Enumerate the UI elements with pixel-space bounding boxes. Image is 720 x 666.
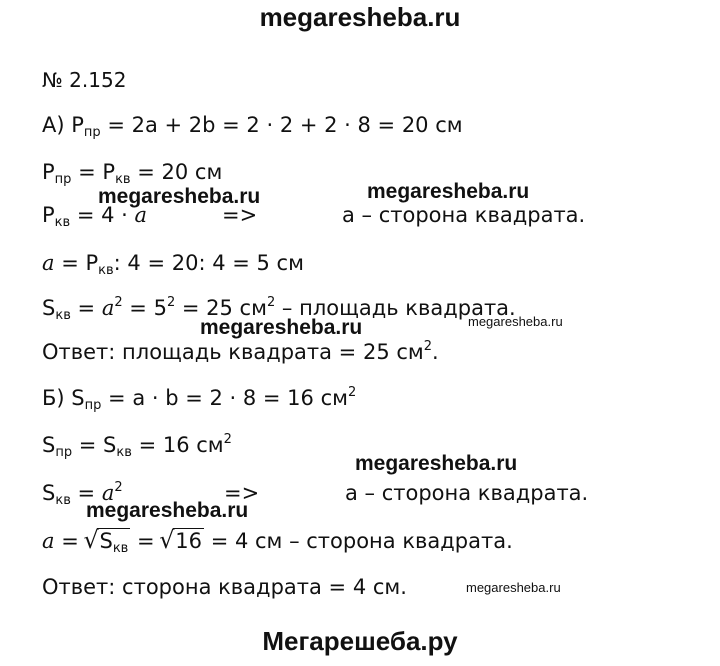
watermark: megaresheba.ru [86, 499, 249, 522]
sqrt-sign: √ 16 [161, 529, 204, 553]
line-a2: $P_{пр} = P_{кв} = 20$ см [42, 160, 223, 187]
watermark: megaresheba.ru [355, 452, 518, 475]
watermark-small: megaresheba.ru [466, 580, 561, 595]
line-a5: $S_{кв} = a^2 = 5^2 = 25$ $см^2$ – площадь квадрата. [42, 295, 516, 323]
watermark-small: megaresheba.ru [468, 314, 563, 329]
line-b1: Б) $S_{пр} = a \cdot b = 2 \cdot 8 = 16$ $см^2$ [42, 385, 357, 413]
line-a1: А) $P_{пр} = 2a + 2b = 2 \cdot 2 + 2 \cdot 8 = 20$ см [42, 113, 463, 140]
watermark: megaresheba.ru [367, 180, 530, 203]
site-footer: Мегарешеба.ру [262, 626, 458, 656]
line-a3: $P_{кв} = 4 \cdot a$ => а – сторона квадрата. [42, 203, 586, 230]
line-b3: $S_{кв} = a^2$ => а – сторона квадрата. [42, 480, 589, 508]
watermark: megaresheba.ru [98, 185, 261, 208]
sqrt-sign: √ $S_{кв}$ [85, 529, 130, 553]
site-title: megaresheba.ru [259, 2, 461, 32]
line-b4: a = √ $S_{кв}$ = √ 16 = 4 см – сторона квадрата. [42, 529, 513, 553]
watermark: megaresheba.ru [200, 316, 363, 339]
answer-b: Ответ: сторона квадрата = 4 см. [42, 575, 407, 599]
answer-a: Ответ: площадь квадрата = 25 $см^2$. [42, 339, 439, 364]
line-a4: $a = P_{кв}$: 4 = 20: 4 = 5 см [42, 251, 304, 278]
problem-number: № 2.152 [42, 68, 127, 92]
line-b2: $S_{пр} = S_{кв} = 16$ $см^2$ [42, 432, 232, 460]
